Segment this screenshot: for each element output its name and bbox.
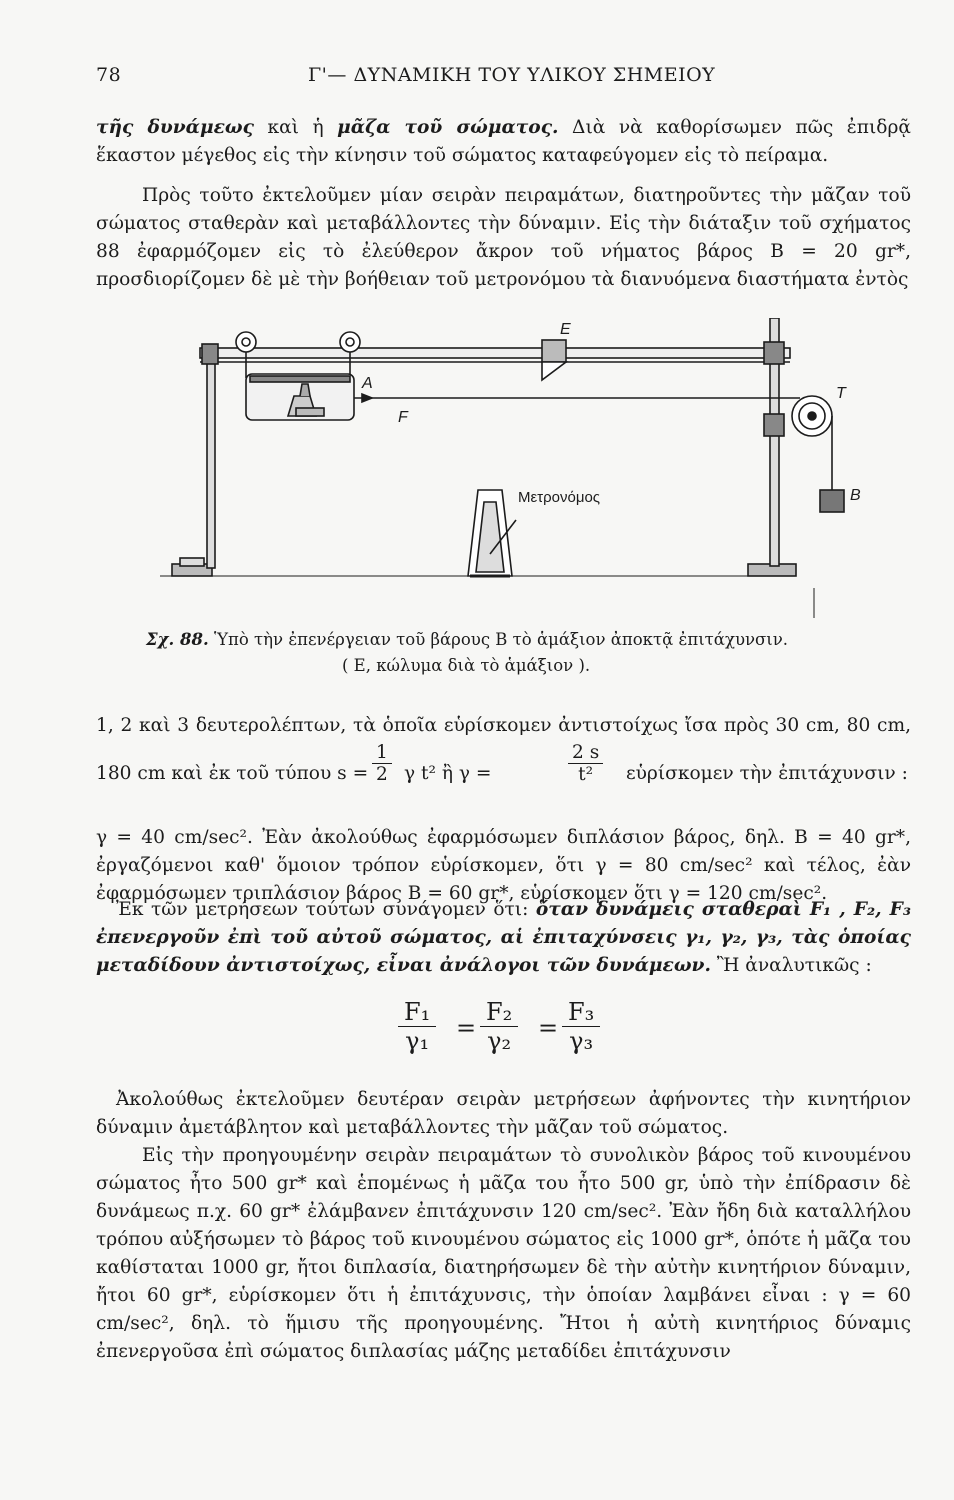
eq-left-text: 180 cm καὶ ἐκ τοῦ τύπου s = <box>96 763 369 784</box>
page-number: 78 <box>96 64 122 86</box>
para4-intro: Ἐκ τῶν μετρήσεων τούτων συνάγομεν ὅτι: <box>116 899 536 920</box>
para4-outro: Ἢ ἀναλυτικῶς : <box>710 955 872 976</box>
label-T: T <box>836 385 846 402</box>
fraction-numerator: 2 s <box>568 742 603 764</box>
fraction-numerator: 1 <box>372 742 392 764</box>
paragraph-6: Εἰς τὴν προηγουμένην σειρὰν πειραμάτων τὸ συνολικὸν βάρος τοῦ κινουμένου σώματος ἦτο 500 gr* καὶ ἑπομένως ἡ μᾶζα του ἦτο 500 gr, ὑπὸ τὴν ἐπίδρασιν δὲ δυνάμεως π.χ. 60 gr* ἐλάμβανεν ἐπιτάχυνσιν 120 cm/sec². Ἐὰν ἤδη διὰ καταλλήλου τρόπου αὐξήσωμεν τὸ βάρος τοῦ κινουμένου σώματος εἰς 1000 gr*, ὁπότε ἡ μᾶζα του καθίσταται 1000 gr, ἤτοι διπλασία, διατηρήσωμεν δὲ τὴν αὐτὴν κινητήριον δύναμιν, ἤτοι 60 gr*, εὑρίσκομεν ὅτι ἡ ἐπιτάχυνσις, τὴν ὁποίαν λαμβάνει εἶναι : γ = 60 cm/sec², δηλ. τὸ ἥμισυ τῆς προηγουμένης. Ἤτοι ἡ αὐτὴ κινητήριος δύναμις ἐπενεργοῦσα ἐπὶ σώματος διπλασίας μάζης μεταδίδει ἐπιτάχυνσιν <box>96 1145 911 1362</box>
bold-term-force: τῆς δυνάμεως <box>96 117 254 138</box>
big-fraction-1 <box>398 998 436 1055</box>
fraction-one-half <box>372 742 392 785</box>
paragraph-2: Πρὸς τοῦτο ἐκτελοῦμεν μίαν σειρὰν πειραμάτων, διατηροῦντες τὴν μᾶζαν τοῦ σώματος σταθερὰν καὶ μεταβάλλοντες τὴν δύναμιν. Εἰς τὴν διάταξιν τοῦ σχήματος 88 ἐφαρμόζομεν εἰς τὸ ἐλεύθερον ἄκρον τοῦ νήματος βάρος Β = 20 gr*, προσδιορίζομεν δὲ μὲ τὴν βοήθειαν τοῦ μετρονόμου τὰ διανυόμενα διαστήματα ἐντὸς <box>96 185 911 290</box>
paragraph-3-rest: γ = 40 cm/sec². Ἐὰν ἀκολούθως ἐφαρμόσωμεν διπλάσιον βάρος, δηλ. Β = 40 gr*, ἐργαζόμενοι καθ' ὅμοιον τρόπον εὑρίσκομεν, ὅτι γ = 80 cm/sec² καὶ τέλος, ἐὰν ἐφαρμόσωμεν τριπλάσιον βάρος Β = 60 gr*, εὑρίσκομεν ὅτι γ = 120 cm/sec². <box>96 827 911 904</box>
big-fraction-numerator: F₃ <box>562 998 600 1027</box>
fraction-denominator: t² <box>578 764 594 785</box>
big-fraction-numerator: F₁ <box>398 998 436 1027</box>
big-fraction-denominator: γ₂ <box>487 1027 512 1055</box>
label-A: A <box>362 375 373 392</box>
label-E: E <box>560 321 571 338</box>
caption-number: Σχ. 88. <box>146 630 209 649</box>
equation-line <box>96 763 368 784</box>
big-fraction-denominator: γ₃ <box>569 1027 594 1055</box>
para1-text-a: καὶ ἡ <box>253 117 338 138</box>
bold-term-mass: μᾶζα τοῦ σώματος. <box>337 117 559 138</box>
para1-text-b: Διὰ νὰ καθορίσωμεν πῶς ἐπιδρᾷ ἕκαστον μέγεθος εἰς τὴν κίνησιν τοῦ σώματος καταφεύγομεν εἰς τὸ πείραμα. <box>96 117 911 166</box>
eq-mid-text: γ t² ἢ γ = <box>404 763 492 784</box>
caption-text: Ὑπὸ τὴν ἐπενέργειαν τοῦ βάρους Β τὸ ἁμάξιον ἀποκτᾷ ἐπιτάχυνσιν. <box>213 630 789 649</box>
equals-sign-2: = <box>538 1014 559 1042</box>
paragraph-5: Ἀκολούθως ἐκτελοῦμεν δευτέραν σειρὰν μετρήσεων ἀφήνοντες τὴν κινητήριον δύναμιν ἀμετάβλητον καὶ μεταβάλλοντες τὴν μᾶζαν τοῦ σώματος. <box>96 1089 911 1138</box>
eq-right-text: εὑρίσκομεν τὴν ἐπιτάχυνσιν : <box>626 763 908 784</box>
big-fraction-numerator: F₂ <box>480 998 518 1027</box>
fraction-denominator: 2 <box>376 764 388 785</box>
paragraph-1 <box>96 114 911 170</box>
figure-caption-line1 <box>146 630 788 649</box>
big-fraction-2 <box>480 998 518 1055</box>
paragraph-3-line1: 1, 2 καὶ 3 δευτερολέπτων, τὰ ὁποῖα εὑρίσκομεν ἀντιστοίχως ἴσα πρὸς 30 cm, 80 cm, <box>96 715 911 736</box>
law-statement: ὅταν δυνάμεις σταθεραὶ F₁ , F₂, F₃ ἐπενεργοῦν ἐπὶ τοῦ αὐτοῦ σώματος, αἱ ἐπιταχύνσεις γ₁, γ₂, γ₃, τὰς ὁποίας μεταδίδουν ἀντιστοίχως, εἶναι ἀνάλογοι τῶν δυνάμεων. <box>96 899 911 976</box>
figure-88-apparatus <box>150 318 870 618</box>
paragraph-4 <box>96 896 911 980</box>
running-title: Γ'— ΔΥΝΑΜΙΚΗ ΤΟΥ ΥΛΙΚΟΥ ΣΗΜΕΙΟΥ <box>308 64 716 86</box>
metronome-label: Μετρονόμος <box>518 489 601 506</box>
big-fraction-3 <box>562 998 600 1055</box>
equals-sign-1: = <box>456 1014 477 1042</box>
label-B: B <box>850 487 861 504</box>
figure-caption-line2: ( Ε, κώλυμα διὰ τὸ ἁμάξιον ). <box>342 656 591 675</box>
label-F: F <box>398 409 408 426</box>
big-fraction-denominator: γ₁ <box>405 1027 430 1055</box>
fraction-2s-t2 <box>568 742 603 785</box>
